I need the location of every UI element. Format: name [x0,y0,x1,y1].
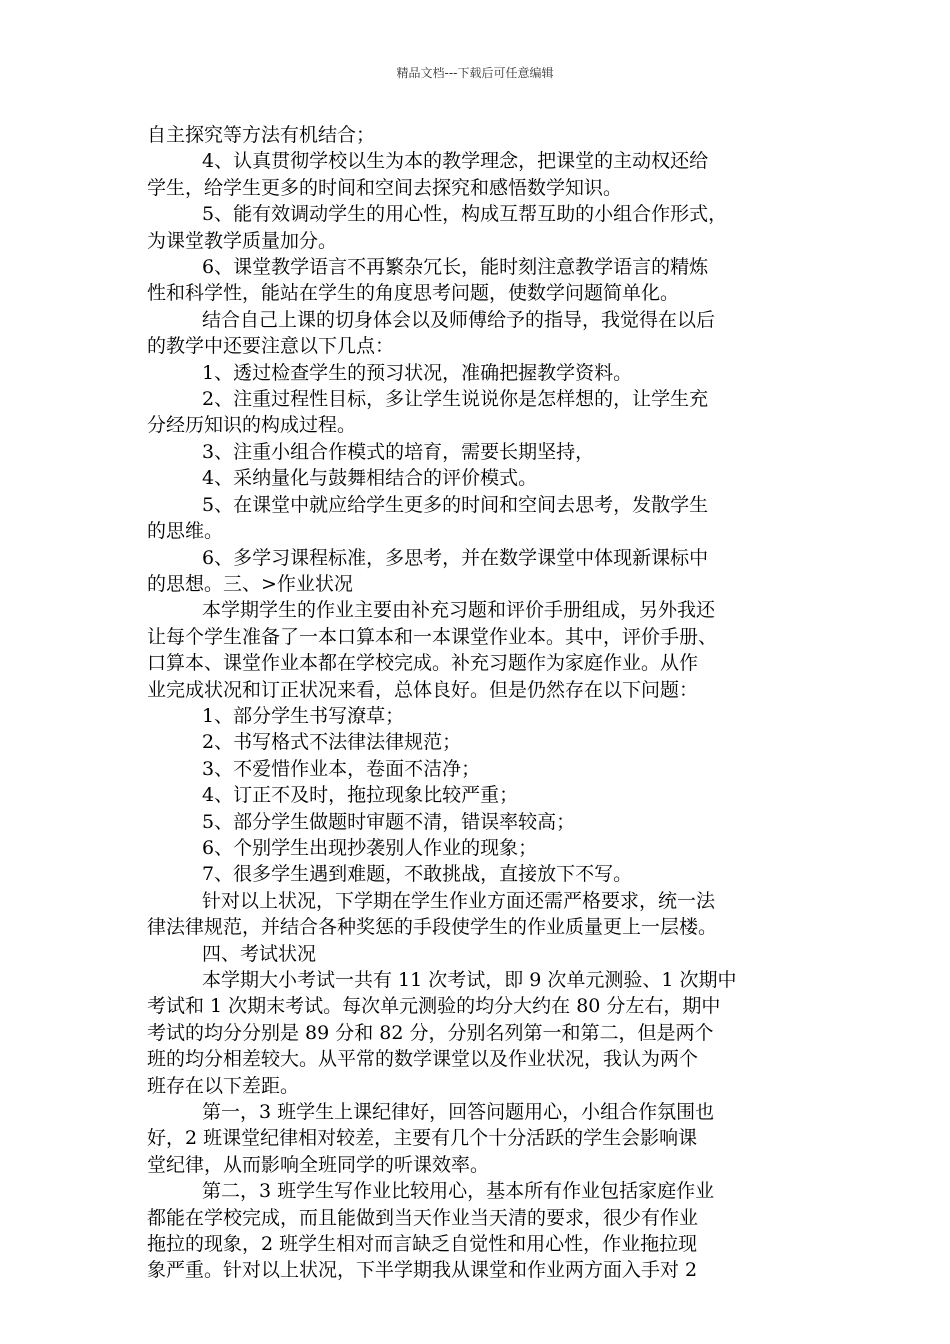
text-line: 的教学中还要注意以下几点： [147,335,395,358]
text-line: 7、很多学生遇到难题，不敢挑战，直接放下不写。 [202,863,633,886]
text-line: 2、书写格式不法律法律规范； [202,731,462,754]
text-line: 6、多学习课程标准，多思考，并在数学课堂中体现新课标中 [202,546,709,569]
text-line: 都能在学校完成，而且能做到当天作业当天清的要求，很少有作业 [147,1206,699,1229]
text-line: 为课堂教学质量加分。 [147,229,338,252]
text-line: 1、部分学生书写潦草； [202,704,405,727]
text-line: 5、部分学生做题时审题不清，错误率较高； [202,810,576,833]
text-line: 口算本、课堂作业本都在学校完成。补充习题作为家庭作业。从作 [147,652,699,675]
text-line: 6、课堂教学语言不再繁杂冗长，能时刻注意教学语言的精炼 [202,256,709,279]
text-line: 自主探究等方法有机结合； [147,124,376,146]
text-line: 象严重。针对以上状况，下半学期我从课堂和作业两方面入手对 2 [147,1259,698,1282]
text-line: 业完成状况和订正状况来看，总体良好。但是仍然存在以下问题： [147,678,699,701]
text-line: 的思想。三、>作业状况 [147,572,353,595]
text-line: 3、注重小组合作模式的培育，需要长期坚持， [202,440,595,463]
text-line: 3、不爱惜作业本，卷面不洁净； [202,757,481,780]
text-line: 4、认真贯彻学校以生为本的教学理念，把课堂的主动权还给 [202,150,709,173]
page-header: 精品文档---下载后可任意编辑 [396,66,554,80]
text-line: 考试和 1 次期末考试。每次单元测验的均分大约在 80 分左右，期中 [147,995,721,1018]
text-line: 2、注重过程性目标，多让学生说说你是怎样想的，让学生充 [202,388,709,411]
document-body [147,122,812,1284]
text-line: 好，2 班课堂纪律相对较差，主要有几个十分活跃的学生会影响课 [147,1127,698,1150]
text-line: 本学期大小考试一共有 11 次考试，即 9 次单元测验、1 次期中 [202,969,737,991]
text-line: 让每个学生准备了一本口算本和一本课堂作业本。其中，评价手册、 [147,625,718,648]
text-line: 本学期学生的作业主要由补充习题和评价手册组成，另外我还 [202,599,716,622]
text-line: 分经历知识的构成过程。 [147,414,357,437]
text-line: 4、采纳量化与鼓舞相结合的评价模式。 [202,467,538,490]
text-line: 班存在以下差距。 [147,1074,300,1097]
text-line: 律法律规范，并结合各种奖惩的手段使学生的作业质量更上一层楼。 [147,916,718,939]
section-heading: 四、考试状况 [202,942,317,965]
text-line: 第一，3 班学生上课纪律好，回答问题用心，小组合作氛围也 [202,1101,715,1124]
text-line: 结合自己上课的切身体会以及师傅给予的指导，我觉得在以后 [202,308,716,331]
text-line: 5、能有效调动学生的用心性，构成互帮互助的小组合作形式， [202,203,728,226]
text-line: 6、个别学生出现抄袭别人作业的现象； [202,836,538,859]
text-line: 的思维。 [147,520,224,543]
text-line: 5、在课堂中就应给学生更多的时间和空间去思考，发散学生 [202,493,709,516]
text-line: 1、透过检查学生的预习状况，准确把握教学资料。 [202,361,633,384]
text-line: 堂纪律，从而影响全班同学的听课效率。 [147,1153,490,1176]
text-line: 4、订正不及时，拖拉现象比较严重； [202,784,519,807]
text-line: 性和科学性，能站在学生的角度思考问题，使数学问题简单化。 [147,282,680,305]
text-line: 考试的均分分别是 89 分和 82 分，分别名列第一和第二，但是两个 [147,1021,714,1044]
text-line: 第二，3 班学生写作业比较用心，基本所有作业包括家庭作业 [202,1180,715,1203]
text-line: 班的均分相差较大。从平常的数学课堂以及作业状况，我认为两个 [147,1048,699,1071]
text-line: 拖拉的现象，2 班学生相对而言缺乏自觉性和用心性，作业拖拉现 [147,1233,698,1256]
text-line: 针对以上状况，下学期在学生作业方面还需严格要求，统一法 [202,889,716,912]
text-line: 学生，给学生更多的时间和空间去探究和感悟数学知识。 [147,176,623,199]
